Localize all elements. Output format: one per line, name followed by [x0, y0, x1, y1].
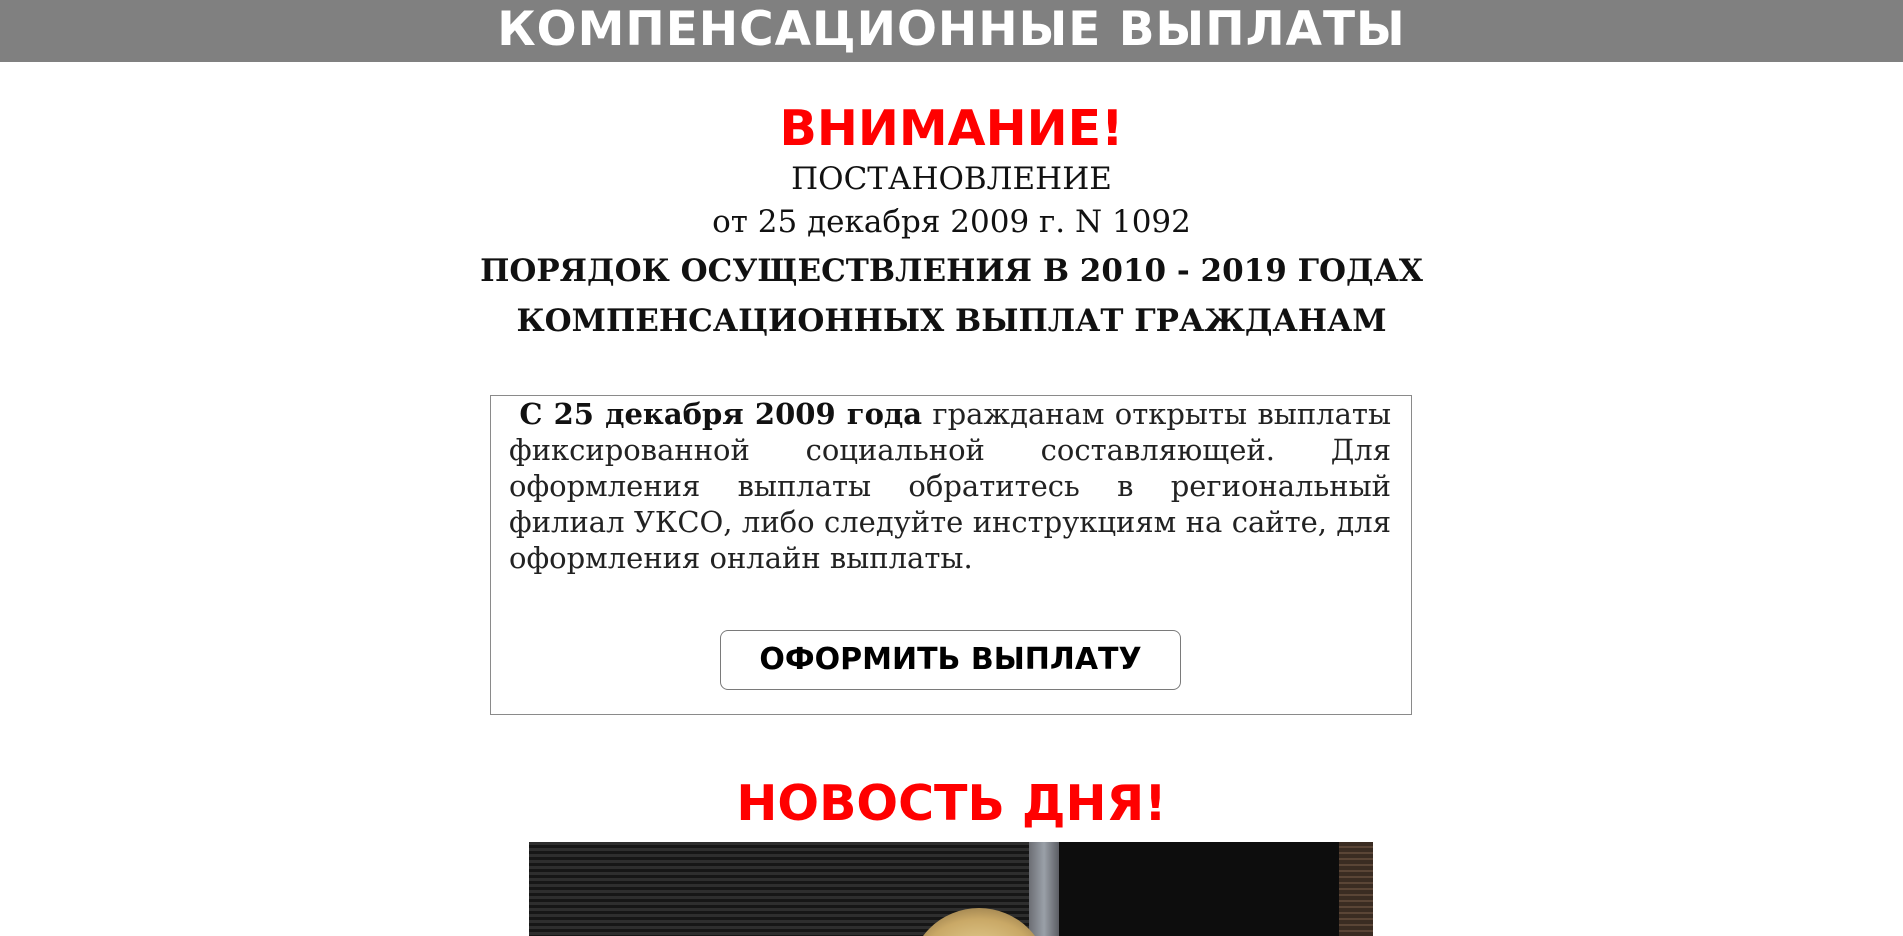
attention-heading: ВНИМАНИЕ! [779, 100, 1124, 157]
info-date: С 25 декабря 2009 года [519, 397, 923, 431]
page-header [0, 0, 1903, 62]
news-heading: НОВОСТЬ ДНЯ! [736, 775, 1167, 832]
news-photo [529, 842, 1373, 936]
apply-payment-button[interactable]: ОФОРМИТЬ ВЫПЛАТУ [720, 630, 1181, 690]
info-text [509, 396, 1391, 576]
header-title: КОМПЕНСАЦИОННЫЕ ВЫПЛАТЫ [497, 2, 1406, 57]
info-box [490, 395, 1412, 715]
order-title-line2: КОМПЕНСАЦИОННЫХ ВЫПЛАТ ГРАЖДАНАМ [516, 303, 1387, 339]
decree-type: ПОСТАНОВЛЕНИЕ [791, 161, 1112, 197]
order-title-line1: ПОРЯДОК ОСУЩЕСТВЛЕНИЯ В 2010 - 2019 ГОДАХ [480, 253, 1423, 289]
info-body: гражданам открыты выплаты фиксированной социальной составляющей. Для оформления выплаты обратитесь в региональный филиал УКСО, либо следуйте инструкциям на сайте, для оформления онлайн выплаты. [509, 397, 1392, 575]
decree-date: от 25 декабря 2009 г. N 1092 [712, 204, 1191, 240]
